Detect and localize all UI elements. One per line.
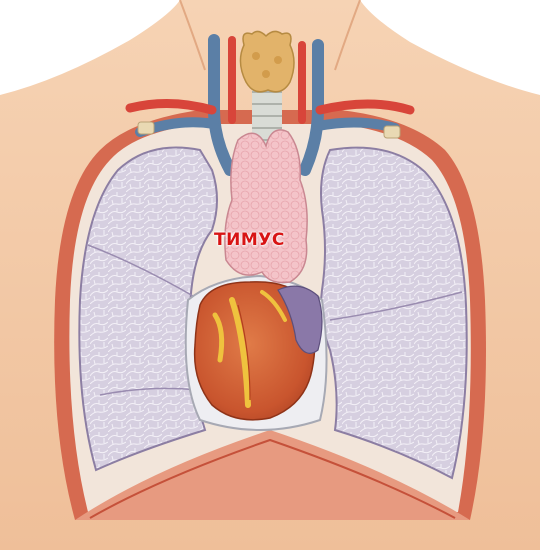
right-clavicle-stub xyxy=(384,126,400,138)
thymus-gland xyxy=(225,130,307,283)
left-clavicle-stub xyxy=(138,122,154,134)
thymus-label: ТИМУС xyxy=(214,230,285,250)
thyroid-gland xyxy=(240,31,294,91)
